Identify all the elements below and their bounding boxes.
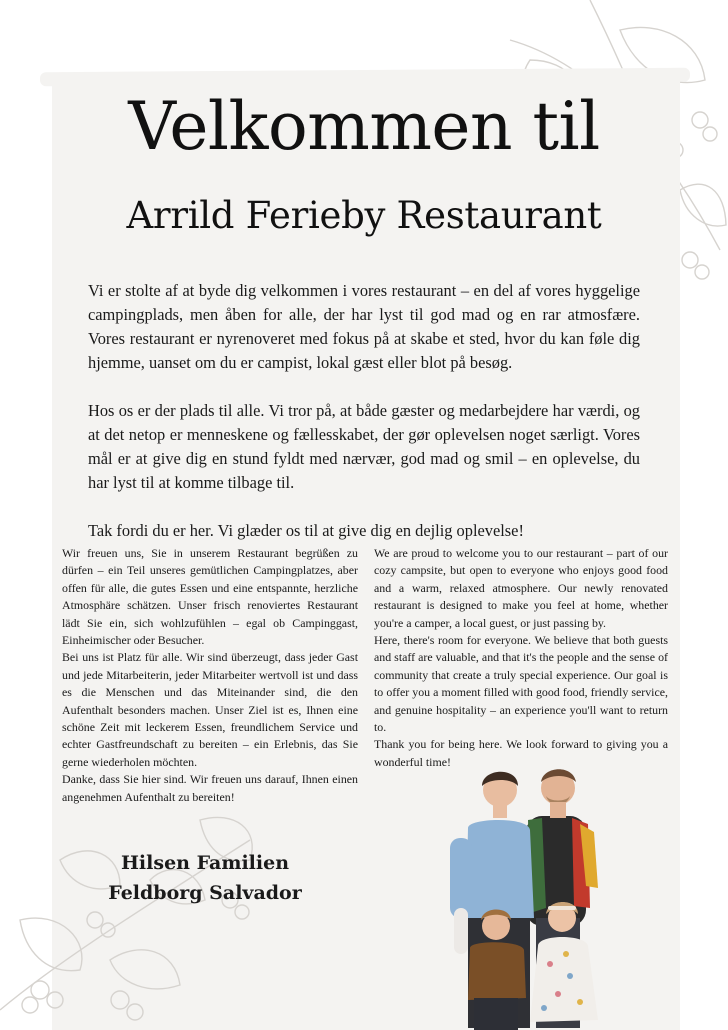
english-paragraph: Here, there's room for everyone. We believe that both guests and staff are valuable, and that it's the people and the sense of community that create a truly special experience. Our goal is to offer you a moment filled with good food, friendly service, and genuine hospitality – an experience you'll want to return to. (374, 633, 668, 735)
coffee-berry-icon (0, 800, 300, 1030)
signature (62, 848, 348, 908)
english-paragraph: We are proud to welcome you to our restaurant – part of our cozy campsite, but open to everyone who enjoys good food and a warm, relaxed atmosphere. Our newly renovated restaurant is designed to make you feel at home, whether you're a camper, a local guest, or just passing by. (374, 546, 668, 630)
intro-paragraph: Vi er stolte af at byde dig velkommen i vores restaurant – en del af vores hyggelige campingplads, men åben for alle, der har lyst til god mad og en rar atmosfære. Vores restaurant er nyrenoveret med fokus på at skabe et sted, hvor du kan føle dig hjemme, uanset om du er campist, lokal gæst eller blot på besøg. (88, 281, 640, 372)
danish-intro (88, 279, 640, 567)
german-paragraph: Wir freuen uns, Sie in unserem Restaurant begrüßen zu dürfen – ein Teil unseres gemütlichen Campingplatzes, aber offen für alle, die gutes Essen und eine entspannte, herzliche Atmosphäre schätzen. Unser frisch renoviertes Restaurant lädt Sie ein, sich wohlzufühlen – egal ob Campinggast, Einheimischer oder Besucher. (62, 546, 358, 648)
english-paragraph: Thank you for being here. We look forward to giving you a wonderful time! (374, 737, 668, 769)
page-title: Velkommen til (128, 88, 600, 165)
german-paragraph: Bei uns ist Platz für alle. Wir sind überzeugt, dass jeder Gast und jede Mitarbeiterin, jeder Mitarbeiter wertvoll ist und dass es die Menschen und das Miteinander sind, die den Aufenthalt besonders machen. Unser Ziel ist es, Ihnen eine schöne Zeit mit leckerem Essen, freundlichem Service und echter Gastfreundschaft zu bereiten – ein Erlebnis, das Sie gerne wiederholen möchten. (62, 650, 358, 769)
restaurant-name: Arrild Ferieby Restaurant (126, 194, 602, 237)
german-text-column (62, 545, 358, 806)
english-text-column (374, 545, 668, 771)
german-paragraph: Danke, dass Sie hier sind. Wir freuen uns darauf, Ihnen einen angenehmen Aufenthalt zu bereiten! (62, 772, 358, 804)
intro-paragraph: Hos os er der plads til alle. Vi tror på, at både gæster og medarbejdere har værdi, og at det netop er menneskene og fællesskabet, der gør oplevelsen noget særligt. Vores mål er at give dig en stund fyldt med nærvær, god mad og smil – en oplevelse, du har lyst til at komme tilbage til. (88, 401, 640, 492)
family-photo (438, 758, 628, 1030)
intro-paragraph: Tak fordi du er her. Vi glæder os til at give dig en dejlig oplevelse! (88, 521, 524, 540)
signature-line: Hilsen Familien (120, 852, 290, 874)
signature-line: Feldborg Salvador (108, 882, 302, 904)
